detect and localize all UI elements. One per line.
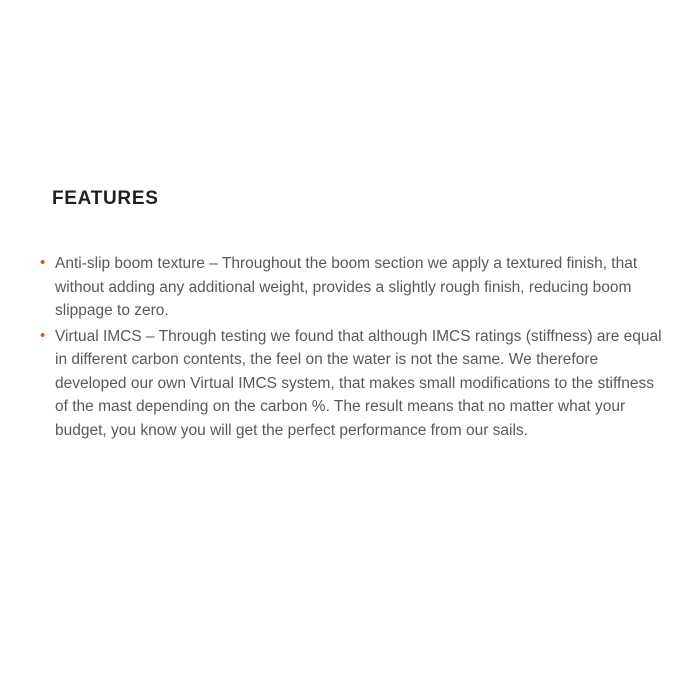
feature-text: Anti-slip boom texture – Throughout the boom section we apply a textured finish, that without adding any additional weight, provides a slightly rough finish, reducing boom slippage to zero. (55, 255, 638, 320)
bullet-icon: • (40, 254, 46, 271)
feature-text: Virtual IMCS – Through testing we found that although IMCS ratings (stiffness) are equal in different carbon contents, the feel on the water is not the same. We therefore developed our own Virtual IMCS system, that makes small modifications to the stiffness of the mast depending on the carbon %. The result means that no matter what your budget, you know you will get the perfect performance from our sails. (55, 327, 662, 439)
list-item (40, 252, 668, 323)
list-item (40, 325, 668, 443)
features-section (40, 188, 668, 444)
features-list (40, 252, 668, 442)
page-title: FEATURES (52, 188, 159, 209)
bullet-icon: • (40, 326, 46, 344)
